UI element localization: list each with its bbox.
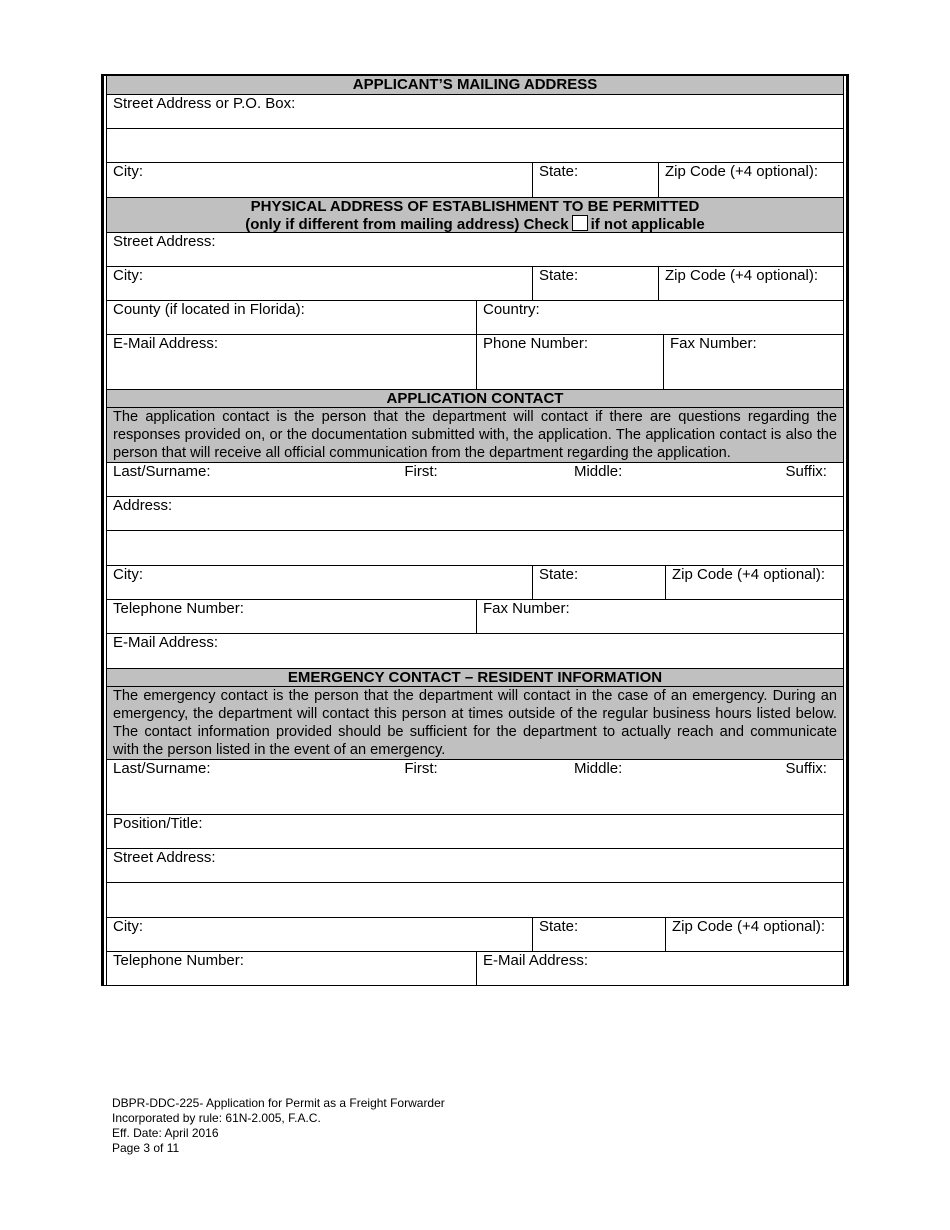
em-first-label: First: [404, 760, 438, 777]
app-suffix-label: Suffix: [785, 463, 827, 480]
emergency-description: The emergency contact is the person that the department will contact in the case of an emergency. During an emergency, the department will contact this person at times outside of the regular business hours listed below. The contact information provided should be sufficient for the department to actually reach and communicate with the person listed in the event of an emergency. [107, 687, 843, 760]
app-contact-description: The application contact is the person that the department will contact if there are questions regarding the responses provided on, or the documentation submitted with, the application. The application contact is also the person that will receive all official communication from the department regarding the application. [107, 408, 843, 463]
em-phone-row [107, 952, 843, 985]
em-email-field[interactable]: E-Mail Address: [476, 952, 843, 985]
app-email-field[interactable]: E-Mail Address: [107, 634, 843, 669]
physical-contact-row [107, 335, 843, 390]
mailing-street-label: Street Address or P.O. Box: [113, 95, 296, 112]
em-telephone-field[interactable]: Telephone Number: [113, 952, 244, 969]
em-last-label: Last/Surname: [113, 760, 211, 777]
physical-fax-field[interactable]: Fax Number: [663, 335, 843, 389]
physical-header: PHYSICAL ADDRESS OF ESTABLISHMENT TO BE PERMITTED (only if different from mailing address) Check if not applicable [107, 198, 843, 233]
footer-page-number: Page 3 of 11 [112, 1141, 180, 1155]
mailing-city-field[interactable]: City: [113, 163, 143, 180]
app-last-label: Last/Surname: [113, 463, 211, 480]
em-zip-field[interactable]: Zip Code (+4 optional): [665, 918, 843, 951]
mailing-city-row [107, 163, 843, 198]
em-state-field[interactable]: State: [532, 918, 665, 951]
physical-country-field[interactable]: Country: [476, 301, 843, 334]
app-state-field[interactable]: State: [532, 566, 665, 599]
em-city-row [107, 918, 843, 952]
app-fax-field[interactable]: Fax Number: [476, 600, 843, 633]
mailing-street-field[interactable] [107, 95, 843, 129]
app-contact-name-row[interactable] [107, 463, 843, 497]
footer-eff-date: Eff. Date: April 2016 [112, 1126, 219, 1140]
app-telephone-field[interactable]: Telephone Number: [113, 600, 244, 617]
app-phone-row [107, 600, 843, 634]
physical-city-field[interactable]: City: [113, 267, 143, 284]
app-address-line2-field[interactable] [107, 531, 843, 566]
em-position-field[interactable]: Position/Title: [107, 815, 843, 849]
mailing-street-line2-field[interactable] [107, 129, 843, 163]
physical-zip-field[interactable]: Zip Code (+4 optional): [658, 267, 843, 300]
em-middle-label: Middle: [573, 760, 623, 777]
mailing-zip-field[interactable]: Zip Code (+4 optional): [658, 163, 843, 197]
em-street-line2-field[interactable] [107, 883, 843, 918]
application-form [101, 74, 849, 986]
mailing-header: APPLICANT’S MAILING ADDRESS [107, 76, 843, 95]
app-city-field[interactable]: City: [113, 566, 143, 583]
emergency-header: EMERGENCY CONTACT – RESIDENT INFORMATION [107, 669, 843, 687]
footer-form-title: DBPR-DDC-225- Application for Permit as a Freight Forwarder [112, 1096, 445, 1110]
form-inner [106, 76, 844, 985]
app-city-row [107, 566, 843, 600]
physical-street-field[interactable]: Street Address: [107, 233, 843, 267]
physical-state-field[interactable]: State: [532, 267, 658, 300]
app-middle-label: Middle: [573, 463, 623, 480]
em-street-field[interactable]: Street Address: [107, 849, 843, 883]
app-first-label: First: [404, 463, 438, 480]
em-suffix-label: Suffix: [785, 760, 827, 777]
app-address-field[interactable]: Address: [107, 497, 843, 531]
physical-county-field[interactable]: County (if located in Florida): [113, 301, 305, 318]
page-footer [112, 1096, 445, 1156]
em-city-field[interactable]: City: [113, 918, 143, 935]
physical-phone-field[interactable]: Phone Number: [476, 335, 663, 389]
not-applicable-checkbox[interactable] [572, 215, 588, 231]
physical-city-row [107, 267, 843, 301]
mailing-state-field[interactable]: State: [532, 163, 658, 197]
emergency-name-row[interactable] [107, 760, 843, 815]
app-zip-field[interactable]: Zip Code (+4 optional): [665, 566, 843, 599]
physical-county-row [107, 301, 843, 335]
app-contact-header: APPLICATION CONTACT [107, 390, 843, 408]
footer-rule: Incorporated by rule: 61N-2.005, F.A.C. [112, 1111, 321, 1125]
physical-email-field[interactable]: E-Mail Address: [113, 335, 219, 352]
